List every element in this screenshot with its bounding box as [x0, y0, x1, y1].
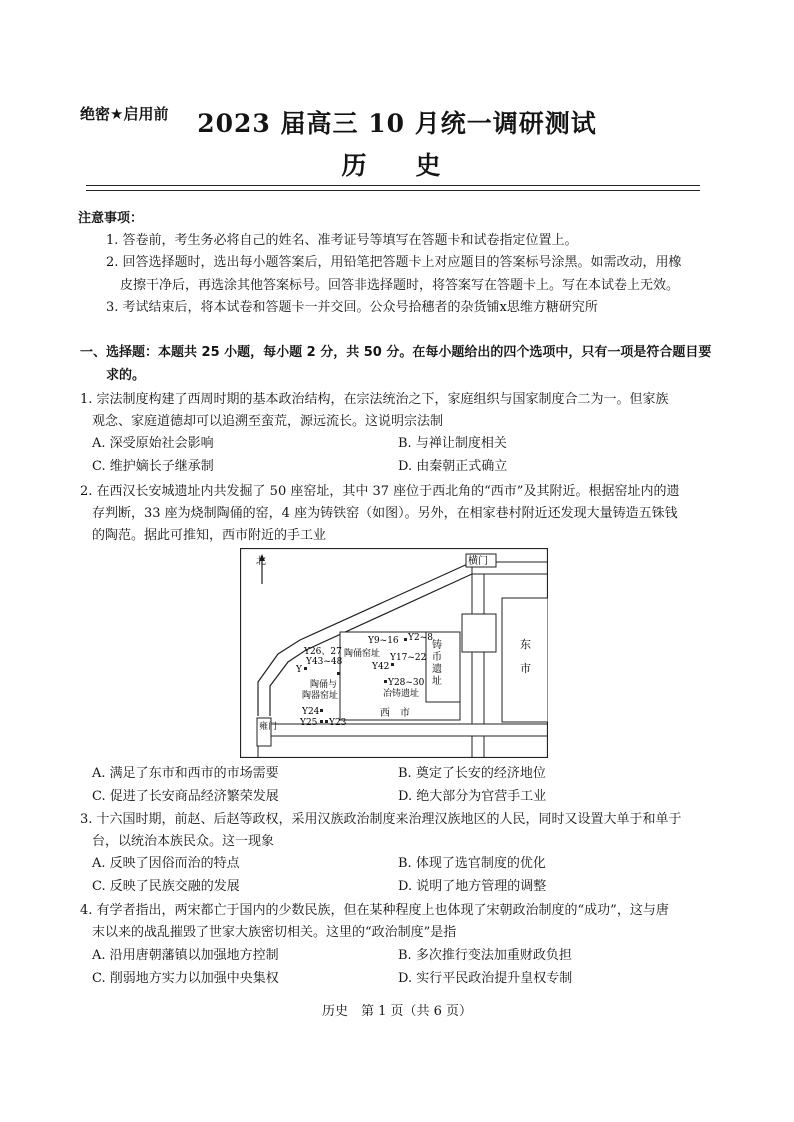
kiln-marker [325, 720, 328, 723]
east-market-block [502, 598, 548, 722]
east-market-label-1: 东 [520, 638, 531, 651]
pottery-label-2: 陶器窑址 [302, 691, 339, 701]
section-heading: 一、选择题：本题共 25 小题，每小题 2 分，共 50 分。在每小题给出的四个选项中，只有一项是符合题目要 [80, 345, 712, 360]
question-4-option-c[interactable]: C. 削弱地方实力以加强中央集权 [92, 971, 279, 986]
question-3-stem: 3. 十六国时期，前赵、后赵等政权，采用汉族政治制度来治理汉族地区的人民，同时又设置大单于和单于 [80, 812, 682, 827]
exam-title: 2023 届高三 10 月统一调研测试 [197, 109, 597, 138]
kiln-y2-8: Y2~8 [408, 633, 433, 643]
question-4-option-d[interactable]: D. 实行平民政治提升皇权专制 [398, 971, 573, 986]
question-2-option-b[interactable]: B. 奠定了长安的经济地位 [398, 766, 546, 781]
question-3-stem: 台，以统治本族民众。这一现象 [92, 834, 275, 849]
smelting-label: 冶铸遗址 [383, 689, 420, 699]
kiln-marker [320, 709, 323, 712]
question-3-option-c[interactable]: C. 反映了民族交融的发展 [92, 879, 240, 894]
kiln-y9-16: Y9~16 [368, 636, 399, 646]
page-footer: 历史 第 1 页（共 6 页） [321, 1004, 473, 1019]
foundry-char-1: 铸 [432, 640, 442, 651]
kiln-marker [404, 638, 407, 641]
west-market-label: 西 市 [380, 708, 410, 719]
kiln-y28-30: Y28~30 [388, 678, 425, 688]
kiln-y23: Y23 [329, 718, 347, 728]
pottery-kiln-label: 陶俑窑址 [344, 649, 381, 659]
gate-left-label: 雍门 [259, 722, 278, 732]
map-figure [240, 548, 548, 758]
notice-item: 1. 答卷前，考生务必将自己的姓名、准考证号等填写在答题卡和试卷指定位置上。 [106, 233, 578, 248]
kiln-marker [337, 672, 340, 675]
east-market-label-2: 市 [520, 662, 531, 675]
north-label: 北 [256, 556, 266, 567]
section-heading-cont: 求的。 [106, 368, 146, 383]
kiln-marker [304, 667, 307, 670]
notice-heading: 注意事项： [78, 211, 144, 226]
confidential-label: 绝密★启用前 [80, 105, 169, 123]
pottery-label-1: 陶俑与 [310, 680, 338, 690]
kiln-marker [391, 663, 394, 666]
kiln-y42: Y42 [372, 662, 390, 672]
header-rule-bottom [86, 190, 700, 191]
question-4-option-b[interactable]: B. 多次推行变法加重财政负担 [398, 948, 572, 963]
kiln-marker [384, 680, 387, 683]
question-1-option-a[interactable]: A. 深受原始社会影响 [92, 436, 214, 451]
question-2-option-c[interactable]: C. 促进了长安商品经济繁荣发展 [92, 789, 279, 804]
question-2-stem: 的陶范。据此可推知，西市附近的手工业 [92, 528, 327, 543]
question-4-stem: 末以来的战乱摧毁了世家大族密切相关。这里的“政治制度”是指 [92, 925, 457, 940]
question-1-option-c[interactable]: C. 维护嫡长子继承制 [92, 459, 214, 474]
question-3-option-b[interactable]: B. 体现了选官制度的优化 [398, 856, 546, 871]
foundry-char-4: 址 [432, 676, 442, 687]
kiln-y25: Y25 [300, 718, 318, 728]
gate-block [462, 614, 496, 652]
question-2-stem: 2. 在西汉长安城遗址内共发掘了 50 座窑址，其中 37 座位于西北角的“西市”及其附近。根据窑址内的遗 [80, 484, 680, 499]
kiln-y26-27: Y26、27 [304, 647, 342, 657]
foundry-char-3: 遗 [432, 664, 442, 675]
question-1-option-d[interactable]: D. 由秦朝正式确立 [398, 459, 508, 474]
kiln-y43-48: Y43~48 [306, 657, 343, 667]
question-3-option-a[interactable]: A. 反映了因俗而治的特点 [92, 856, 240, 871]
question-1-option-b[interactable]: B. 与禅让制度相关 [398, 436, 507, 451]
question-4-option-a[interactable]: A. 沿用唐朝藩镇以加强地方控制 [92, 948, 279, 963]
kiln-y17-22: Y17~22 [390, 653, 427, 663]
question-2-option-d[interactable]: D. 绝大部分为官营手工业 [398, 789, 547, 804]
kiln-marker [320, 720, 323, 723]
question-4-stem: 4. 有学者指出，两宋都亡于国内的少数民族，但在某种程度上也体现了宋朝政治制度的“成功”，这与唐 [80, 903, 669, 918]
kiln-y: Y [296, 665, 302, 675]
question-2-option-a[interactable]: A. 满足了东市和西市的市场需要 [92, 766, 279, 781]
kiln-y24: Y24 [302, 707, 320, 717]
question-1-stem: 1. 宗法制度构建了西周时期的基本政治结构，在宗法统治之下，家庭组织与国家制度合二为一。但家族 [80, 392, 669, 407]
header-rule-top [86, 185, 700, 186]
xian-market-map [240, 548, 548, 758]
notice-item: 3. 考试结束后，将本试卷和答题卡一并交回。公众号拾穗者的杂货铺x思维方糖研究所 [106, 300, 598, 315]
gate-top-label: 横门 [468, 556, 488, 567]
notice-item: 2. 回答选择题时，选出每小题答案后，用铅笔把答题卡上对应题目的答案标号涂黑。如需改动，用橡 [106, 255, 682, 270]
subject-title: 历 史 [341, 151, 453, 180]
notice-item: 皮擦干净后，再选涂其他答案标号。回答非选择题时，将答案写在答题卡上。写在本试卷上无效。 [120, 278, 680, 293]
question-2-stem: 存判断，33 座为烧制陶俑的窑，4 座为铸铁窑（如图）。另外，在相家巷村附近还发现大量铸造五铢钱 [92, 506, 678, 521]
question-1-stem: 观念、家庭道德却可以追溯至蛮荒，源远流长。这说明宗法制 [92, 414, 444, 429]
foundry-char-2: 币 [432, 652, 442, 663]
question-3-option-d[interactable]: D. 说明了地方管理的调整 [398, 879, 547, 894]
